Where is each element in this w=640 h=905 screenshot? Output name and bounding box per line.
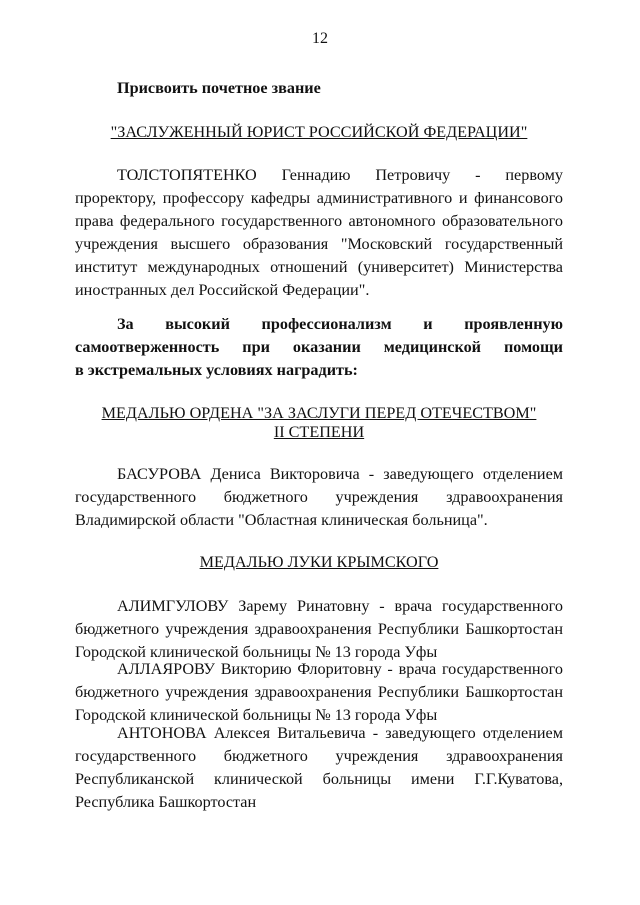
page-number: 12	[312, 30, 328, 47]
section1-entry: ТОЛСТОПЯТЕНКО Геннадию Петровичу - первому проректору, профессору кафедры административного и финансового права федерального государственного автономного образовательного учреждения высшего образования "Московский государственный институт международных отношений (университет) Министерства иностранных дел Российской Федерации".	[75, 166, 563, 299]
section1-title-wrap	[75, 121, 563, 144]
award1-title-line2-wrap	[75, 421, 563, 444]
section2-heading-line2-wrap	[75, 336, 563, 359]
award2-title-wrap	[75, 551, 563, 574]
section2-heading-line3: в экстремальных условиях наградить:	[75, 361, 358, 379]
award1-entry: БАСУРОВА Дениса Викторовича - заведующего отделением государственного бюджетного учреждения здравоохранения Владимирской области "Областная клиническая больница".	[75, 465, 563, 529]
section2-heading-line1-wrap	[117, 313, 563, 336]
section2-heading-line3-wrap	[75, 359, 563, 382]
award1-title-line1: МЕДАЛЬЮ ОРДЕНА "ЗА ЗАСЛУГИ ПЕРЕД ОТЕЧЕСТВОМ"	[101, 404, 537, 422]
award2-entry-2: АЛЛАЯРОВУ Викторию Флоритовну - врача государственного бюджетного учреждения здравоохранения Республики Башкортостан Городской клинической больницы № 13 города Уфы	[75, 660, 563, 724]
section2-heading-line2: самоотверженность при оказании медицинской помощи	[75, 338, 563, 356]
section1-heading: Присвоить почетное звание	[117, 79, 321, 97]
award2-entry-1: АЛИМГУЛОВУ Зарему Ринатовну - врача государственного бюджетного учреждения здравоохранения Республики Башкортостан Городской клинической больницы № 13 города Уфы	[75, 597, 563, 661]
award2-entry-3: АНТОНОВА Алексея Витальевича - заведующего отделением государственного бюджетного учреждения здравоохранения Республиканской клинической больницы имени Г.Г.Куватова, Республика Башкортостан	[75, 724, 563, 811]
section2-heading-line1: За высокий профессионализм и проявленную	[117, 315, 563, 333]
award1-title-line2: II СТЕПЕНИ	[273, 423, 365, 441]
section1-award-title: "ЗАСЛУЖЕННЫЙ ЮРИСТ РОССИЙСКОЙ ФЕДЕРАЦИИ"	[110, 123, 528, 141]
award2-title: МЕДАЛЬЮ ЛУКИ КРЫМСКОГО	[199, 553, 439, 571]
